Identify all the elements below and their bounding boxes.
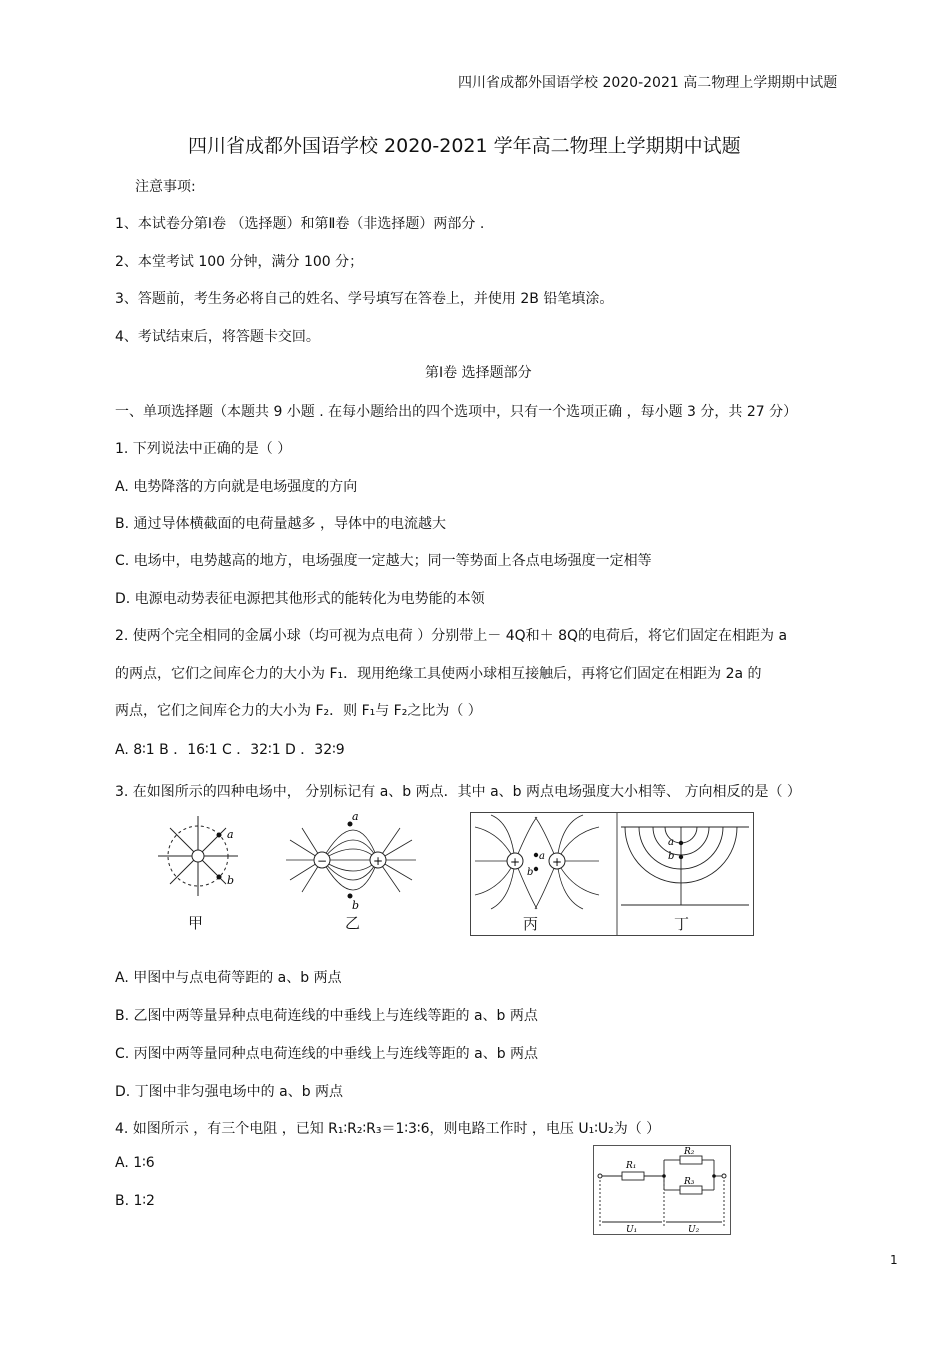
- question-2-line-1: 2. 使两个完全相同的金属小球（均可视为点电荷 ）分别带上－ 4Q和＋ 8Q的电荷后，将它们固定在相距为 a: [115, 628, 788, 644]
- note-item: 4、考试结束后，将答题卡交回。: [115, 329, 320, 345]
- question-4-stem: 4. 如图所示 ，有三个电阻 ，已知 R₁∶R₂∶R₃＝1∶3∶6，则电路工作时 ，电压 U₁∶U₂为（ ）: [115, 1121, 661, 1137]
- page-title: 四川省成都外国语学校 2020-2021 学年高二物理上学期期中试题: [188, 135, 741, 157]
- figure-bing-ding-frame: [470, 812, 754, 936]
- part-heading: 第Ⅰ卷 选择题部分: [425, 365, 532, 381]
- note-item: 1、本试卷分第Ⅰ卷 （选择题）和第Ⅱ卷（非选择题）两部分 .: [115, 216, 485, 232]
- figure-jia: [150, 810, 250, 935]
- question-2-line-3: 两点，它们之间库仑力的大小为 F₂．则 F₁与 F₂之比为（ ）: [115, 703, 482, 719]
- question-3-option-d: D. 丁图中非匀强电场中的 a、b 两点: [115, 1084, 344, 1100]
- fig-yi-positive-charge: +: [373, 854, 384, 868]
- fig-bing-point-a: a: [539, 851, 545, 862]
- fig-bing-point-b: b: [527, 867, 534, 878]
- question-3-option-a: A. 甲图中与点电荷等距的 a、b 两点: [115, 970, 342, 986]
- resistor-circuit-diagram: [594, 1146, 730, 1234]
- label-r1: R₁: [626, 1161, 637, 1171]
- question-1-option-d: D. 电源电动势表征电源把其他形式的能转化为电势能的本领: [115, 591, 485, 607]
- label-r3: R₃: [684, 1177, 695, 1187]
- fig-bing-positive-charge-left: +: [510, 855, 521, 869]
- fig-ding-point-a: a: [668, 837, 674, 848]
- figure-yi: [282, 810, 430, 935]
- figure-label-bing: 丙: [523, 915, 539, 933]
- fig-bing-positive-charge-right: +: [552, 855, 563, 869]
- fig-jia-point-a: a: [227, 828, 234, 841]
- note-item: 2、本堂考试 100 分钟，满分 100 分；: [115, 254, 364, 270]
- figure-label-yi: 乙: [345, 914, 361, 932]
- figure-label-ding: 丁: [674, 915, 690, 933]
- question-3-option-b: B. 乙图中两等量异种点电荷连线的中垂线上与连线等距的 a、b 两点: [115, 1008, 538, 1024]
- label-u1: U₁: [626, 1225, 638, 1234]
- circuit-figure: [593, 1145, 731, 1235]
- label-r2: R₂: [684, 1147, 695, 1157]
- fig-yi-point-a: a: [352, 810, 359, 823]
- fig-ding-point-b: b: [668, 851, 675, 862]
- section-heading: 一、单项选择题（本题共 9 小题 . 在每小题给出的四个选项中，只有一个选项正确 ，每小题 3 分，共 27 分）: [115, 404, 798, 420]
- question-1-option-a: A. 电势降落的方向就是电场强度的方向: [115, 479, 358, 495]
- note-item: 3、答题前，考生务必将自己的姓名、学号填写在答卷上，并使用 2B 铅笔填涂。: [115, 291, 614, 307]
- question-3-stem: 3. 在如图所示的四种电场中， 分别标记有 a、b 两点．其中 a、b 两点电场强度大小相等、 方向相反的是（ ）: [115, 784, 801, 800]
- question-2-options: A. 8∶1 B ．16∶1 C ．32∶1 D ．32∶9: [115, 742, 345, 758]
- question-4-option-b: B. 1∶2: [115, 1193, 155, 1209]
- notes-heading: 注意事项:: [135, 179, 196, 195]
- page-number: 1: [890, 1253, 898, 1267]
- fig-yi-negative-charge: −: [317, 854, 328, 868]
- question-1-stem: 1. 下列说法中正确的是（ ）: [115, 441, 292, 457]
- question-3-option-c: C. 丙图中两等量同种点电荷连线的中垂线上与连线等距的 a、b 两点: [115, 1046, 539, 1062]
- question-1-option-c: C. 电场中，电势越高的地方，电场强度一定越大；同一等势面上各点电场强度一定相等: [115, 553, 652, 569]
- fig-jia-point-b: b: [227, 874, 235, 887]
- figure-label-jia: 甲: [188, 914, 204, 932]
- label-u2: U₂: [688, 1225, 700, 1234]
- running-header: 四川省成都外国语学校 2020-2021 高二物理上学期期中试题: [458, 75, 838, 91]
- fig-yi-point-b: b: [352, 899, 360, 912]
- question-2-line-2: 的两点，它们之间库仑力的大小为 F₁．现用绝缘工具使两小球相互接触后，再将它们固定在相距为 2a 的: [115, 666, 762, 682]
- question-1-option-b: B. 通过导体横截面的电荷量越多 ，导体中的电流越大: [115, 516, 446, 532]
- question-4-option-a: A. 1∶6: [115, 1155, 155, 1171]
- like-charges-and-nonuniform-field-diagram: [471, 813, 753, 935]
